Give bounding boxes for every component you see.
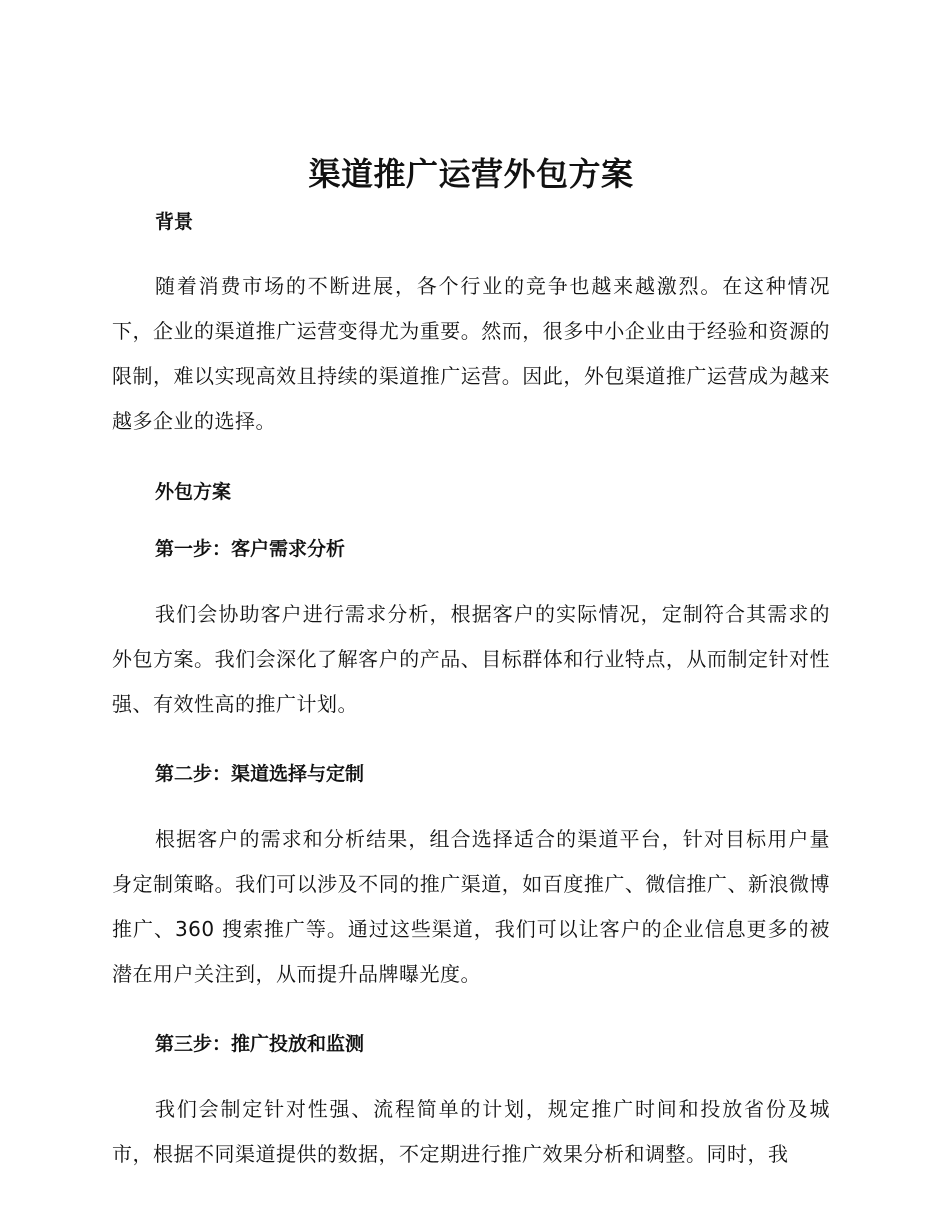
step-3-paragraph: 我们会制定针对性强、流程简单的计划，规定推广时间和投放省份及城市，根据不同渠道提供的数据，不定期进行推广效果分析和调整。同时，我 (112, 1097, 830, 1166)
document-page (112, 148, 830, 1177)
step-2-paragraph: 根据客户的需求和分析结果，组合选择适合的渠道平台，针对目标用户量身定制策略。我们可以涉及不同的推广渠道，如百度推广、微信推广、新浪微博推广、360 搜索推广等。通过这些渠道，我们可以让客户的企业信息更多的被潜在用户关注到，从而提升品牌曝光度。 (112, 827, 830, 986)
step-1-paragraph: 我们会协助客户进行需求分析，根据客户的实际情况，定制符合其需求的外包方案。我们会深化了解客户的产品、目标群体和行业特点，从而制定针对性强、有效性高的推广计划。 (112, 602, 830, 716)
section-heading-background: 背景 (155, 211, 194, 233)
step-3-heading: 第三步：推广投放和监测 (155, 1033, 365, 1055)
section-heading-outsourcing-plan: 外包方案 (155, 481, 232, 503)
document-title: 渠道推广运营外包方案 (308, 155, 634, 193)
step-2-heading: 第二步：渠道选择与定制 (155, 763, 365, 785)
step-1-heading: 第一步：客户需求分析 (155, 538, 346, 560)
background-paragraph: 随着消费市场的不断进展，各个行业的竞争也越来越激烈。在这种情况下，企业的渠道推广运营变得尤为重要。然而，很多中小企业由于经验和资源的限制，难以实现高效且持续的渠道推广运营。因此，外包渠道推广运营成为越来越多企业的选择。 (112, 274, 830, 433)
